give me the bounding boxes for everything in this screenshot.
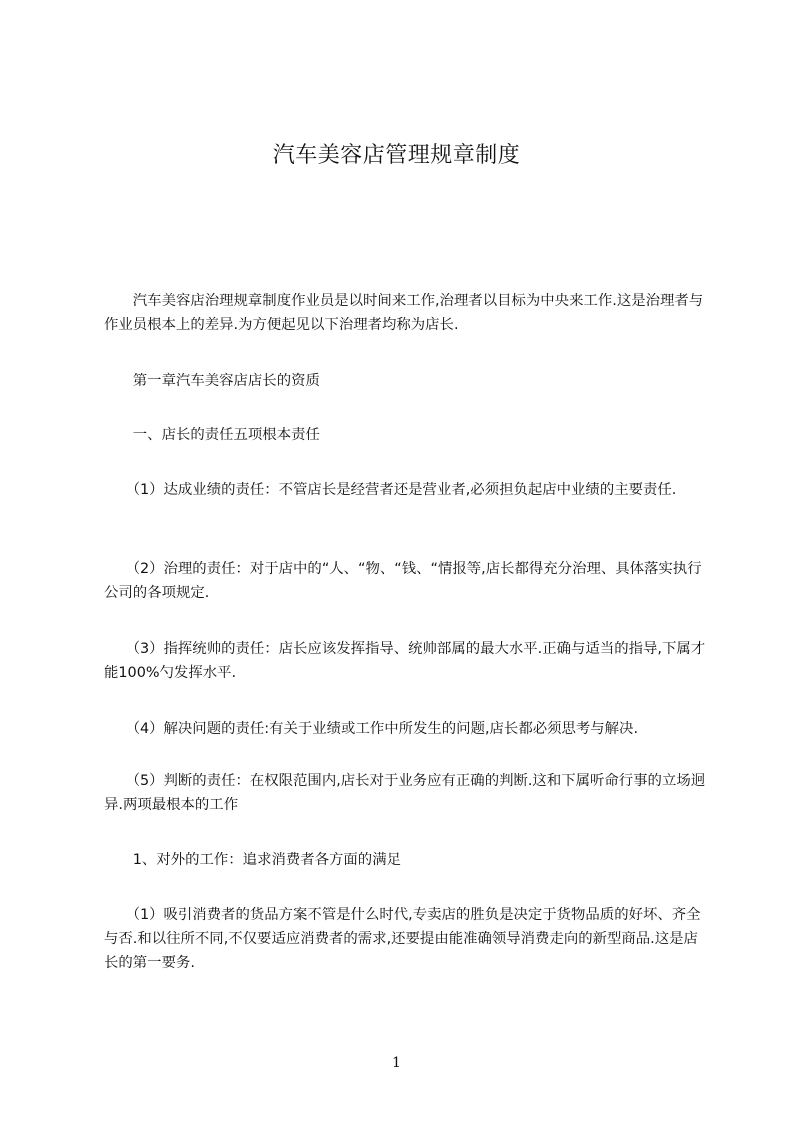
section-heading: 一、店长的责任五项根本责任 [104,427,320,443]
responsibility-item-2: （2）治理的责任：对于店中的“人、“物、“钱、“情报等,店长都得充分治理、具体落实执行公司的各项规定. [104,561,702,601]
responsibility-item-3: （3）指挥统帅的责任：店长应该发挥指导、统帅部属的最大水平.正确与适当的指导,下属才能100%勺发挥水平. [104,641,706,681]
chapter-heading: 第一章汽车美容店店长的资质 [104,373,320,389]
intro-paragraph: 汽车美容店治理规章制度作业员是以时间来工作,治理者以目标为中央来工作.这是治理者与作业员根本上的差异.为方便起见以下治理者均称为店长. [104,293,704,333]
page-number: 1 [392,1055,401,1071]
page-title: 汽车美容店管理规章制度 [272,143,521,168]
responsibility-item-4: （4）解决问题的责任:有关于业绩或工作中所发生的问题,店长都必须思考与解决. [104,721,639,737]
external-work-heading: 1、对外的工作：追求消费者各方面的满足 [104,852,401,868]
external-work-item-1: （1）吸引消费者的货品方案不管是什么时代,专卖店的胜负是决定于货物品质的好坏、齐全与否.和以往所不同,不仅要适应消费者的需求,还要提由能准确领导消费走向的新型商品.这是店长的第一要务. [104,907,701,971]
responsibility-item-1: （1）达成业绩的责任：不管店长是经营者还是营业者,必须担负起店中业绩的主要责任. [104,482,677,498]
responsibility-item-5: （5）判断的责任：在权限范围内,店长对于业务应有正确的判断.这和下属听命行事的立场迥异.两项最根本的工作 [104,773,706,813]
